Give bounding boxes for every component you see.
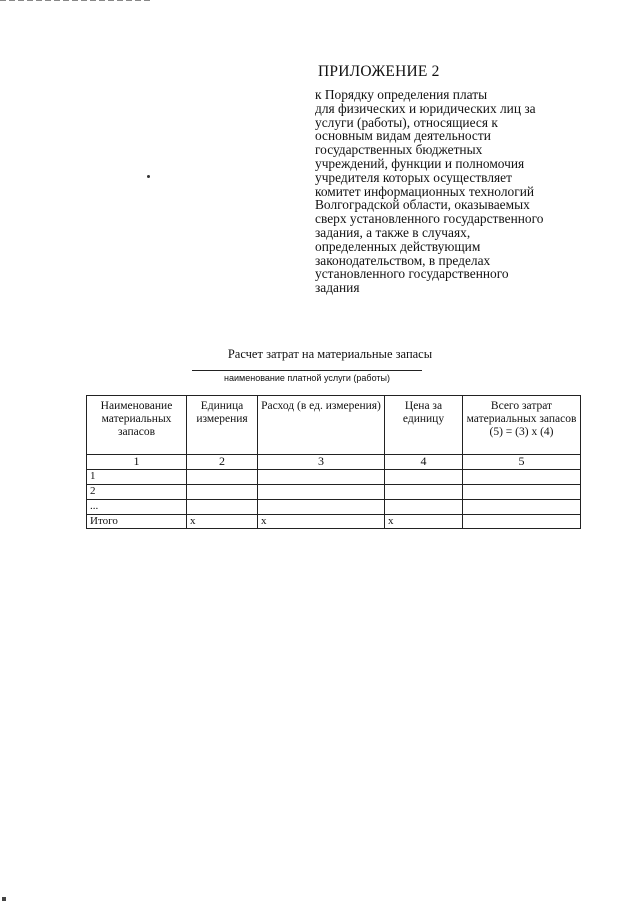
column-number: 3 xyxy=(258,455,385,470)
total-cell: х xyxy=(385,515,463,529)
table-cell xyxy=(187,470,258,485)
material-costs-table xyxy=(86,395,581,529)
table-header-row xyxy=(87,396,581,455)
table-cell xyxy=(463,485,581,500)
service-name-caption: наименование платной услуги (работы) xyxy=(224,373,390,383)
column-number: 1 xyxy=(87,455,187,470)
table-cell xyxy=(258,470,385,485)
table-row xyxy=(87,500,581,515)
total-cell: х xyxy=(258,515,385,529)
calculation-title: Расчет затрат на материальные запасы xyxy=(227,347,433,361)
total-cell xyxy=(463,515,581,529)
total-cell: х xyxy=(187,515,258,529)
table-cell: ... xyxy=(87,500,187,515)
scan-border-line xyxy=(0,0,150,1)
table-row xyxy=(87,470,581,485)
header-consumption: Расход (в ед. измерения) xyxy=(258,396,385,455)
table-cell xyxy=(385,485,463,500)
table-row xyxy=(87,485,581,500)
table-cell xyxy=(187,485,258,500)
column-number: 5 xyxy=(463,455,581,470)
service-name-line xyxy=(192,370,422,371)
appendix-description: к Порядку определения платы для физических и юридических лиц за услуги (работы), относящиеся к основным видам деятельности государственных бюджетных учреждений, функции и полномочия учредителя которых осуществляет комитет информационных технологий Волгоградской области, оказываемых сверх установленного государственного задания, а также в случаях, определенных действующим законодательством, в пределах установленного государственного задания xyxy=(315,87,544,296)
header-unit: Единица измерения xyxy=(187,396,258,455)
column-number-row xyxy=(87,455,581,470)
table-cell xyxy=(385,470,463,485)
header-material-name: Наименование материальных запасов xyxy=(87,396,187,455)
table-cell xyxy=(258,500,385,515)
column-number: 4 xyxy=(385,455,463,470)
table-cell xyxy=(187,500,258,515)
table-cell xyxy=(463,500,581,515)
total-row xyxy=(87,515,581,529)
table-cell: 1 xyxy=(87,470,187,485)
header-unit-price: Цена за единицу xyxy=(385,396,463,455)
header-total-cost: Всего затрат материальных запасов (5) = (3) х (4) xyxy=(463,396,581,455)
scan-speck xyxy=(147,175,150,178)
table-cell xyxy=(463,470,581,485)
table-cell xyxy=(385,500,463,515)
table-cell xyxy=(258,485,385,500)
column-number: 2 xyxy=(187,455,258,470)
total-label: Итого xyxy=(87,515,187,529)
table-cell: 2 xyxy=(87,485,187,500)
appendix-title: ПРИЛОЖЕНИЕ 2 xyxy=(318,63,440,80)
scan-corner-mark xyxy=(2,897,6,901)
